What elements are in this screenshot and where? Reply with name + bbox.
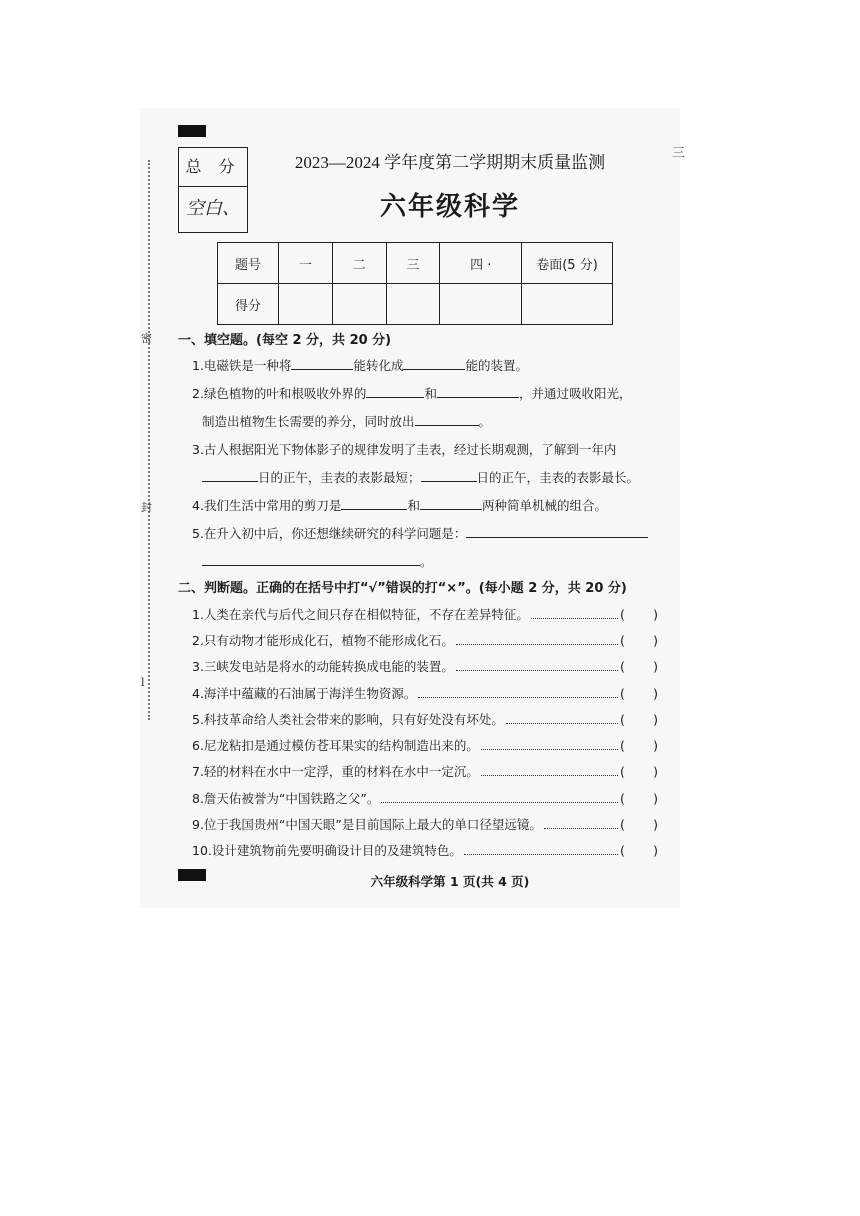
judge-item	[192, 631, 658, 649]
margin-seal-char-3: l	[141, 676, 145, 689]
leader-dots	[544, 828, 618, 829]
q5-text-b: 。	[420, 554, 433, 569]
leader-dots	[456, 670, 618, 671]
q2-text-b: 和	[424, 386, 437, 401]
exam-subtitle: 2023—2024 学年度第二学期期末质量监测	[294, 153, 606, 172]
answer-blank[interactable]	[202, 469, 258, 482]
judge-item-text: 3.三峡发电站是将水的动能转换成电能的装置。	[192, 659, 454, 674]
score-blank[interactable]	[386, 284, 440, 325]
answer-parentheses[interactable]: ( )	[620, 686, 658, 701]
judge-item-text: 1.人类在亲代与后代之间只存在相似特征，不存在差异特征。	[192, 607, 529, 622]
judge-item	[192, 815, 658, 833]
leader-dots	[506, 723, 618, 724]
q4-text-b: 和	[407, 498, 420, 513]
judge-item	[192, 710, 658, 728]
judge-item	[192, 841, 658, 859]
leader-dots	[418, 697, 618, 698]
exam-title: 六年级科学	[379, 192, 520, 222]
judge-item	[192, 789, 658, 807]
answer-blank[interactable]	[202, 553, 420, 566]
answer-blank[interactable]	[403, 357, 465, 370]
page-footer: 六年级科学第 1 页(共 4 页)	[370, 874, 530, 889]
score-table-header-row	[218, 243, 613, 284]
q3-text-b: 日的正午，圭表的表影最短；	[258, 470, 421, 485]
judge-item-text: 5.科技革命给人类社会带来的影响，只有好处没有坏处。	[192, 712, 504, 727]
score-blank[interactable]	[332, 284, 386, 325]
answer-parentheses[interactable]: ( )	[620, 712, 658, 727]
section-1-heading: 一、填空题。(每空 2 分，共 20 分)	[178, 333, 392, 348]
judge-item	[192, 684, 658, 702]
answer-blank[interactable]	[291, 357, 353, 370]
q3-text-c: 日的正午，圭表的表影最长。	[476, 470, 640, 485]
q2-text-c: ，并通过吸收阳光，	[518, 386, 632, 401]
answer-parentheses[interactable]: ( )	[620, 659, 658, 674]
q1-text-b: 能转化成	[353, 358, 404, 373]
judge-item-text: 8.詹天佑被誉为“中国铁路之父”。	[192, 791, 380, 806]
score-cell: 题号	[218, 243, 279, 284]
total-score-box	[178, 147, 248, 233]
question-3-line-2	[202, 468, 639, 486]
margin-seal-char-2: 封	[141, 501, 152, 514]
question-4	[192, 496, 607, 514]
answer-parentheses[interactable]: ( )	[620, 817, 658, 832]
edge-char: 三	[672, 146, 686, 161]
score-cell: 三	[386, 243, 440, 284]
question-5-line-2	[202, 552, 433, 570]
q1-text-c: 能的装置。	[465, 358, 528, 373]
q1-text-a: 1.电磁铁是一种将	[192, 358, 292, 373]
q4-text-c: 两种简单机械的组合。	[481, 498, 607, 513]
answer-parentheses[interactable]: ( )	[620, 764, 658, 779]
leader-dots	[381, 802, 618, 803]
score-cell: 二	[332, 243, 386, 284]
judge-item-text: 2.只有动物才能形成化石，植物不能形成化石。	[192, 633, 454, 648]
answer-parentheses[interactable]: ( )	[620, 607, 658, 622]
judge-item	[192, 657, 658, 675]
answer-blank[interactable]	[420, 497, 482, 510]
alignment-mark-top	[178, 125, 206, 137]
judge-item	[192, 736, 658, 754]
judge-item-text: 7.轻的材料在水中一定浮，重的材料在水中一定沉。	[192, 764, 479, 779]
score-cell: 得分	[218, 284, 279, 325]
total-score-label: 总 分	[179, 148, 247, 187]
judge-item	[192, 762, 658, 780]
judge-item-text: 6.尼龙粘扣是通过模仿苍耳果实的结构制造出来的。	[192, 738, 479, 753]
margin-seal-char-1: 密	[141, 332, 152, 345]
answer-blank[interactable]	[415, 413, 479, 426]
score-blank[interactable]	[440, 284, 522, 325]
question-1	[192, 356, 528, 374]
section-2-heading: 二、判断题。正确的在括号中打“√”错误的打“×”。(每小题 2 分，共 20 分)	[178, 581, 627, 596]
judge-item-text: 4.海洋中蕴藏的石油属于海洋生物资源。	[192, 686, 417, 701]
question-2	[192, 384, 631, 402]
q2-text-e: 。	[478, 414, 492, 429]
answer-blank[interactable]	[366, 385, 424, 398]
answer-blank[interactable]	[466, 525, 648, 538]
q2-text-a: 2.绿色植物的叶和根吸收外界的	[192, 386, 367, 401]
judge-item	[192, 605, 658, 623]
score-table-score-row	[218, 284, 613, 325]
binding-line	[148, 160, 150, 720]
answer-parentheses[interactable]: ( )	[620, 738, 658, 753]
score-cell: 四 ·	[440, 243, 522, 284]
answer-blank[interactable]	[421, 469, 477, 482]
leader-dots	[464, 854, 618, 855]
score-blank[interactable]	[279, 284, 333, 325]
answer-parentheses[interactable]: ( )	[620, 633, 658, 648]
q5-text-a: 5.在升入初中后，你还想继续研究的科学问题是：	[192, 526, 467, 541]
answer-blank[interactable]	[341, 497, 407, 510]
answer-blank[interactable]	[437, 385, 519, 398]
total-score-handwritten: 空白、	[186, 198, 240, 219]
q3-text-a: 3.古人根据阳光下物体影子的规律发明了圭表，经过长期观测，了解到一年内	[192, 442, 617, 457]
leader-dots	[481, 749, 618, 750]
leader-dots	[531, 618, 618, 619]
q2-text-d: 制造出植物生长需要的养分，同时放出	[202, 414, 415, 429]
leader-dots	[456, 644, 618, 645]
question-2-line-2	[202, 412, 491, 430]
score-cell: 一	[279, 243, 333, 284]
score-table	[217, 242, 613, 325]
question-3	[192, 440, 616, 458]
alignment-mark-bottom	[178, 869, 206, 881]
answer-parentheses[interactable]: ( )	[620, 791, 658, 806]
answer-parentheses[interactable]: ( )	[620, 843, 658, 858]
judge-item-text: 10.设计建筑物前先要明确设计目的及建筑特色。	[192, 843, 462, 858]
leader-dots	[481, 775, 618, 776]
score-cell: 卷面(5 分)	[522, 243, 613, 284]
judge-item-text: 9.位于我国贵州“中国天眼”是目前国际上最大的单口径望远镜。	[192, 817, 542, 832]
score-blank[interactable]	[522, 284, 613, 325]
question-5	[192, 524, 648, 542]
q4-text-a: 4.我们生活中常用的剪刀是	[192, 498, 342, 513]
